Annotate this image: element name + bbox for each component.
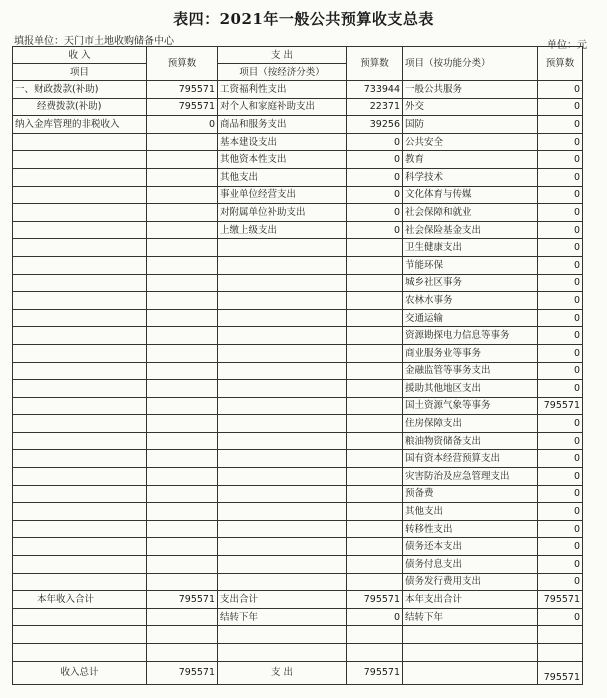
econ-value (347, 256, 403, 274)
econ-item (218, 292, 347, 310)
income-value: 0 (147, 116, 218, 134)
func-item: 卫生健康支出 (403, 239, 538, 257)
income-item (13, 344, 147, 362)
income-value (147, 485, 218, 503)
func-value: 0 (538, 344, 583, 362)
table-row (13, 309, 583, 327)
income-value (147, 186, 218, 204)
func-item-header: 项目（按功能分类） (403, 47, 538, 81)
econ-value (347, 380, 403, 398)
func-item: 国有资本经营预算支出 (403, 450, 538, 468)
func-value: 0 (538, 503, 583, 521)
income-value: 795571 (147, 98, 218, 116)
income-value (147, 538, 218, 556)
table-row (13, 397, 583, 415)
econ-item (218, 239, 347, 257)
func-item: 公共安全 (403, 133, 538, 151)
carry-row (13, 608, 583, 626)
income-value (147, 327, 218, 345)
econ-value (347, 397, 403, 415)
income-item (13, 573, 147, 591)
econ-budget-header: 预算数 (347, 47, 403, 81)
income-value (147, 221, 218, 239)
income-item (13, 274, 147, 292)
func-value: 0 (538, 573, 583, 591)
econ-value (347, 468, 403, 486)
func-budget-header: 预算数 (538, 47, 583, 81)
income-value (147, 292, 218, 310)
func-item: 国防 (403, 116, 538, 134)
income-item (13, 432, 147, 450)
empty-cell (218, 626, 347, 644)
econ-value (347, 344, 403, 362)
income-item (13, 256, 147, 274)
income-item (13, 380, 147, 398)
econ-item-header: 项目（按经济分类） (218, 64, 347, 81)
income-value (147, 380, 218, 398)
func-carry-value: 0 (538, 608, 583, 626)
budget-table (12, 46, 583, 685)
table-row (13, 274, 583, 292)
income-item (13, 450, 147, 468)
econ-item: 工资福利性支出 (218, 81, 347, 99)
income-item (13, 204, 147, 222)
income-item (13, 397, 147, 415)
income-item (13, 520, 147, 538)
econ-total-label: 支出合计 (218, 591, 347, 609)
income-value (147, 450, 218, 468)
func-value: 0 (538, 98, 583, 116)
econ-item (218, 380, 347, 398)
income-item (13, 133, 147, 151)
func-value: 0 (538, 274, 583, 292)
table-row (13, 186, 583, 204)
func-value: 0 (538, 380, 583, 398)
empty-cell (147, 608, 218, 626)
econ-item (218, 344, 347, 362)
func-item: 商业服务业等事务 (403, 344, 538, 362)
income-value (147, 256, 218, 274)
func-item: 一般公共服务 (403, 81, 538, 99)
income-value (147, 397, 218, 415)
table-row (13, 380, 583, 398)
econ-value (347, 538, 403, 556)
income-value (147, 239, 218, 257)
income-item (13, 151, 147, 169)
empty-cell (538, 644, 583, 662)
econ-item: 事业单位经营支出 (218, 186, 347, 204)
income-item (13, 538, 147, 556)
empty-cell (147, 644, 218, 662)
func-item: 交通运输 (403, 309, 538, 327)
income-item (13, 239, 147, 257)
empty-cell (403, 626, 538, 644)
income-item: 一、财政拨款(补助) (13, 81, 147, 99)
income-value (147, 468, 218, 486)
func-value: 0 (538, 520, 583, 538)
func-item: 粮油物资储备支出 (403, 432, 538, 450)
table-row (13, 538, 583, 556)
econ-item (218, 450, 347, 468)
func-item: 节能环保 (403, 256, 538, 274)
func-item: 援助其他地区支出 (403, 380, 538, 398)
econ-item (218, 503, 347, 521)
income-item: 经费拨款(补助) (13, 98, 147, 116)
income-total-value: 795571 (147, 591, 218, 609)
grand-income-value: 795571 (147, 661, 218, 684)
econ-item (218, 309, 347, 327)
econ-value (347, 327, 403, 345)
income-value: 795571 (147, 81, 218, 99)
grand-income-label: 收入总计 (13, 661, 147, 684)
table-row (13, 468, 583, 486)
func-item: 预备费 (403, 485, 538, 503)
income-value (147, 362, 218, 380)
econ-item: 对个人和家庭补助支出 (218, 98, 347, 116)
table-row (13, 116, 583, 134)
func-total-value: 795571 (538, 591, 583, 609)
func-value: 0 (538, 415, 583, 433)
table-row (13, 133, 583, 151)
econ-value (347, 450, 403, 468)
grand-total-row (13, 661, 583, 684)
grand-func-value: 795571 (538, 661, 583, 684)
func-value: 0 (538, 362, 583, 380)
func-carry-label: 结转下年 (403, 608, 538, 626)
econ-item (218, 573, 347, 591)
table-row (13, 450, 583, 468)
income-item (13, 362, 147, 380)
func-value: 0 (538, 116, 583, 134)
empty-cell (147, 626, 218, 644)
table-row (13, 151, 583, 169)
income-item (13, 309, 147, 327)
table-row (13, 362, 583, 380)
func-value: 0 (538, 239, 583, 257)
income-item (13, 327, 147, 345)
econ-value (347, 485, 403, 503)
income-item-header: 项目 (13, 64, 147, 81)
grand-expense-label: 支 出 (218, 661, 347, 684)
table-row (13, 503, 583, 521)
income-item (13, 292, 147, 310)
econ-item: 上缴上级支出 (218, 221, 347, 239)
func-value: 0 (538, 204, 583, 222)
income-value (147, 503, 218, 521)
page-title: 表四：2021年一般公共预算收支总表 (173, 10, 434, 28)
econ-carry-label: 结转下年 (218, 608, 347, 626)
func-item: 债务付息支出 (403, 556, 538, 574)
income-value (147, 274, 218, 292)
func-value: 0 (538, 485, 583, 503)
econ-value: 0 (347, 204, 403, 222)
table-row (13, 98, 583, 116)
table-row (13, 204, 583, 222)
table-row (13, 344, 583, 362)
econ-value (347, 274, 403, 292)
econ-value (347, 556, 403, 574)
econ-value: 0 (347, 221, 403, 239)
income-item (13, 221, 147, 239)
empty-cell (347, 626, 403, 644)
econ-item (218, 556, 347, 574)
func-value: 0 (538, 186, 583, 204)
income-value (147, 573, 218, 591)
income-value (147, 556, 218, 574)
income-budget-header: 预算数 (147, 47, 218, 81)
func-item: 国土资源气象等事务 (403, 397, 538, 415)
econ-item: 对附属单位补助支出 (218, 204, 347, 222)
econ-item (218, 397, 347, 415)
currency-unit: 单位：元 (547, 40, 587, 51)
econ-item (218, 415, 347, 433)
empty-cell (538, 626, 583, 644)
income-item (13, 485, 147, 503)
func-item: 社会保险基金支出 (403, 221, 538, 239)
table-row (13, 239, 583, 257)
blank-row (13, 626, 583, 644)
table-row (13, 485, 583, 503)
grand-expense-value: 795571 (347, 661, 403, 684)
econ-item (218, 256, 347, 274)
income-value (147, 168, 218, 186)
func-item: 社会保障和就业 (403, 204, 538, 222)
econ-value (347, 239, 403, 257)
empty-cell (13, 626, 147, 644)
econ-item (218, 432, 347, 450)
econ-item: 基本建设支出 (218, 133, 347, 151)
econ-value (347, 309, 403, 327)
econ-item (218, 274, 347, 292)
income-value (147, 432, 218, 450)
income-value (147, 309, 218, 327)
income-item (13, 186, 147, 204)
income-value (147, 133, 218, 151)
econ-value (347, 362, 403, 380)
econ-item (218, 485, 347, 503)
func-item: 其他支出 (403, 503, 538, 521)
func-value: 0 (538, 256, 583, 274)
expense-header: 支 出 (218, 47, 347, 64)
totals-row (13, 591, 583, 609)
econ-item (218, 538, 347, 556)
empty-cell (347, 644, 403, 662)
func-value: 0 (538, 538, 583, 556)
func-item: 金融监管等事务支出 (403, 362, 538, 380)
func-item: 资源勘探电力信息等事务 (403, 327, 538, 345)
income-value (147, 151, 218, 169)
econ-value (347, 415, 403, 433)
func-item: 农林水事务 (403, 292, 538, 310)
func-item: 文化体育与传媒 (403, 186, 538, 204)
func-value: 0 (538, 450, 583, 468)
econ-value: 733944 (347, 81, 403, 99)
func-value: 0 (538, 133, 583, 151)
table-row (13, 573, 583, 591)
econ-value (347, 292, 403, 310)
econ-value (347, 432, 403, 450)
func-item: 住房保障支出 (403, 415, 538, 433)
func-total-label: 本年支出合计 (403, 591, 538, 609)
func-item: 外交 (403, 98, 538, 116)
econ-item (218, 520, 347, 538)
econ-value: 0 (347, 133, 403, 151)
header-row-1 (13, 47, 583, 64)
econ-item (218, 468, 347, 486)
func-value: 0 (538, 292, 583, 310)
econ-value: 39256 (347, 116, 403, 134)
blank-row (13, 644, 583, 662)
income-item (13, 503, 147, 521)
econ-carry-value: 0 (347, 608, 403, 626)
econ-total-value: 795571 (347, 591, 403, 609)
econ-item: 其他资本性支出 (218, 151, 347, 169)
empty-cell (13, 644, 147, 662)
econ-item (218, 362, 347, 380)
empty-cell (403, 661, 538, 684)
income-total-label: 本年收入合计 (13, 591, 147, 609)
econ-value: 22371 (347, 98, 403, 116)
econ-value (347, 503, 403, 521)
empty-cell (218, 644, 347, 662)
table-row (13, 415, 583, 433)
income-item (13, 415, 147, 433)
func-item: 教育 (403, 151, 538, 169)
econ-value: 0 (347, 168, 403, 186)
func-value: 0 (538, 168, 583, 186)
income-item (13, 168, 147, 186)
income-item: 纳入金库管理的非税收入 (13, 116, 147, 134)
func-value: 0 (538, 221, 583, 239)
income-value (147, 520, 218, 538)
table-row (13, 520, 583, 538)
econ-item: 商品和服务支出 (218, 116, 347, 134)
table-row (13, 168, 583, 186)
income-header: 收 入 (13, 47, 147, 64)
func-item: 灾害防治及应急管理支出 (403, 468, 538, 486)
empty-cell (13, 608, 147, 626)
func-value: 795571 (538, 397, 583, 415)
econ-value: 0 (347, 186, 403, 204)
econ-item: 其他支出 (218, 168, 347, 186)
table-row (13, 221, 583, 239)
table-row (13, 292, 583, 310)
income-item (13, 556, 147, 574)
income-value (147, 204, 218, 222)
func-value: 0 (538, 151, 583, 169)
table-row (13, 327, 583, 345)
func-item: 转移性支出 (403, 520, 538, 538)
econ-value: 0 (347, 151, 403, 169)
func-value: 0 (538, 468, 583, 486)
func-item: 城乡社区事务 (403, 274, 538, 292)
empty-cell (403, 644, 538, 662)
func-value: 0 (538, 327, 583, 345)
table-row (13, 556, 583, 574)
econ-value (347, 520, 403, 538)
reporting-unit: 填报单位：天门市土地收购储备中心 (14, 36, 174, 47)
func-item: 科学技术 (403, 168, 538, 186)
table-row (13, 81, 583, 99)
income-value (147, 344, 218, 362)
income-item (13, 468, 147, 486)
table-row (13, 432, 583, 450)
income-value (147, 415, 218, 433)
func-value: 0 (538, 556, 583, 574)
table-row (13, 256, 583, 274)
func-value: 0 (538, 432, 583, 450)
econ-item (218, 327, 347, 345)
func-item: 债务还本支出 (403, 538, 538, 556)
func-item: 债务发行费用支出 (403, 573, 538, 591)
econ-value (347, 573, 403, 591)
func-value: 0 (538, 81, 583, 99)
func-value: 0 (538, 309, 583, 327)
